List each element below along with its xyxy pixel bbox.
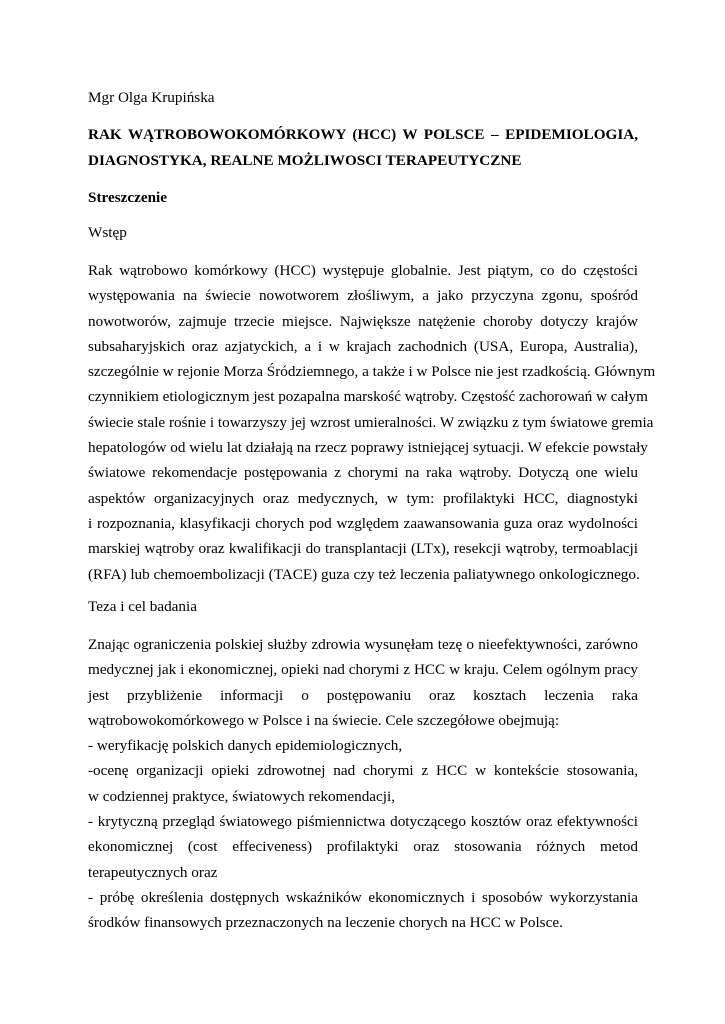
thesis-line: medycznej jak i ekonomicznej, opieki nad chorymi z HCC w kraju. Celem ogólnym pracy [88, 661, 638, 679]
thesis-heading: Teza i cel badania [88, 598, 197, 615]
thesis-line: - weryfikację polskich danych epidemiologicznych, [88, 737, 403, 755]
intro-line: szczególnie w rejonie Morza Śródziemnego, a także i w Polsce nie jest rzadkością. Głównym [88, 363, 656, 381]
intro-line: subsaharyjskich oraz azjatyckich, a i w krajach zachodnich (USA, Europa, Australia), [88, 337, 638, 355]
intro-line: czynnikiem etiologicznym jest pozapalna marskość wątroby. Częstość zachorowań w całym [88, 388, 648, 406]
thesis-paragraph [88, 632, 638, 936]
author-name: Mgr Olga Krupińska [88, 89, 215, 106]
intro-line: hepatologów od wielu lat działają na rzecz poprawy istniejącej sytuacji. W efekcie powstały [88, 439, 648, 457]
intro-line: i rozpoznania, klasyfikacji chorych pod względem zaawansowania guza oraz wydolności [88, 514, 638, 532]
intro-line: świecie stale rośnie i towarzyszy jej wzrost umieralności. W związku z tym światowe gremia [88, 413, 654, 431]
intro-line: występowania na świecie nowotworem złośliwym, a jako przyczyna zgonu, spośród [88, 287, 638, 305]
section-heading: Streszczenie [88, 189, 167, 206]
intro-paragraph [88, 258, 656, 587]
thesis-line: Znając ograniczenia polskiej służby zdrowia wysunęłam tezę o nieefektywności, zarówno [88, 636, 638, 653]
thesis-line: - próbę określenia dostępnych wskaźników ekonomicznych i sposobów wykorzystania [88, 888, 638, 906]
thesis-line: - krytyczną przegląd światowego piśmiennictwa dotyczącego kosztów oraz efektywności [88, 813, 638, 831]
thesis-line: terapeutycznych oraz [88, 863, 218, 881]
thesis-line: wątrobowokomórkowego w Polsce i na świecie. Cele szczegółowe obejmują: [88, 711, 560, 729]
intro-line: (RFA) lub chemoembolizacji (TACE) guza czy też leczenia paliatywnego onkologicznego. [88, 565, 640, 583]
intro-line: nowotworów, zajmuje trzecie miejsce. Największe natężenie choroby dotyczy krajów [88, 312, 638, 330]
thesis-line: w codziennej praktyce, światowych rekomendacji, [88, 787, 396, 805]
title-line: RAK WĄTROBOWOKOMÓRKOWY (HCC) W POLSCE – EPIDEMIOLOGIA, [88, 126, 638, 143]
intro-line: aspektów organizacyjnych oraz medycznych, w tym: profilaktyki HCC, diagnostyki [88, 489, 638, 507]
intro-heading: Wstęp [88, 224, 127, 241]
thesis-line: środków finansowych przeznaczonych na leczenie chorych na HCC w Polsce. [88, 914, 563, 932]
document-title [88, 122, 638, 174]
thesis-line: jest przybliżenie informacji o postępowaniu oraz kosztach leczenia raka [88, 686, 638, 704]
intro-line: Rak wątrobowo komórkowy (HCC) występuje globalnie. Jest piątym, co do częstości [88, 262, 638, 279]
thesis-line: ekonomicznej (cost effeciveness) profilaktyki oraz stosowania różnych metod [88, 838, 638, 856]
intro-line: światowe rekomendacje postępowania z chorymi na raka wątroby. Dotyczą one wielu [88, 464, 638, 482]
intro-line: marskiej wątroby oraz kwalifikacji do transplantacji (LTx), resekcji wątroby, termoablacji [88, 540, 638, 558]
thesis-line: -ocenę organizacji opieki zdrowotnej nad chorymi z HCC w kontekście stosowania, [88, 762, 638, 780]
title-line: DIAGNOSTYKA, REALNE MOŻLIWOSCI TERAPEUTYCZNE [88, 152, 522, 169]
